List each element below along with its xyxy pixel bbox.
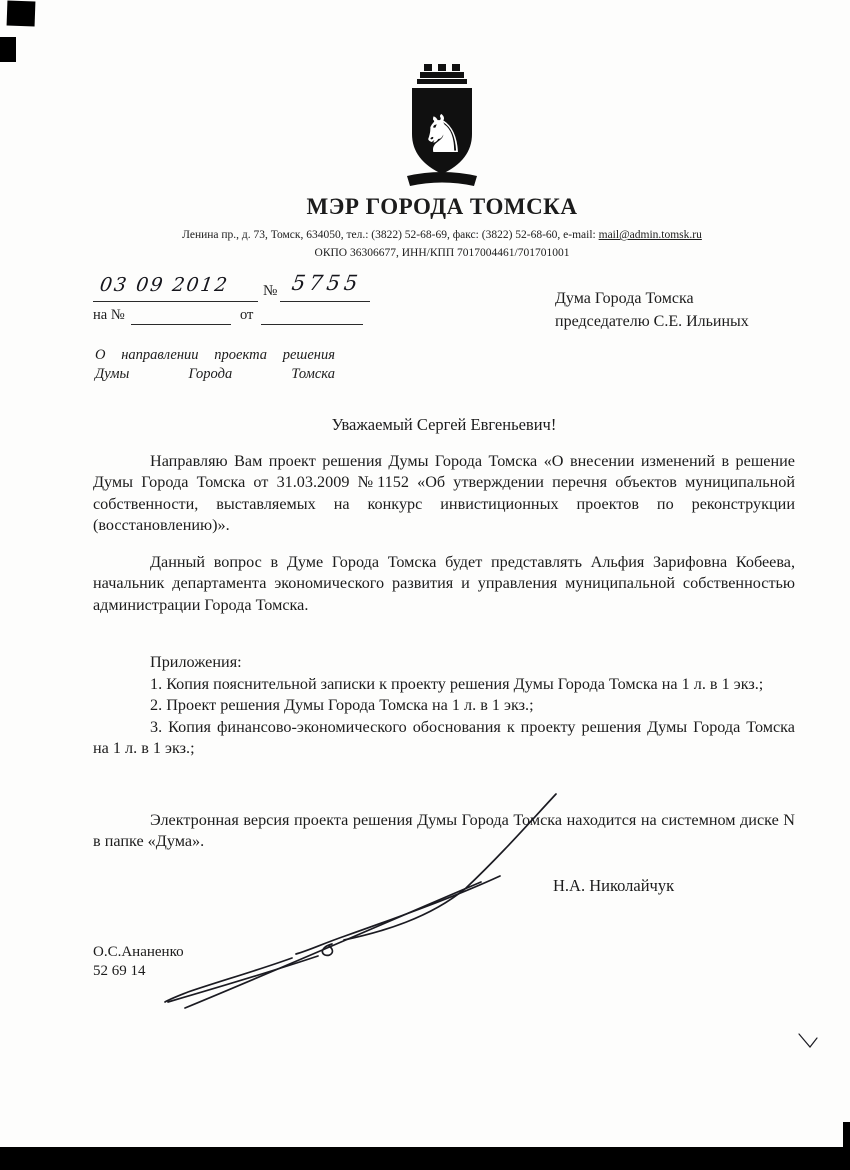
org-address-text: Ленина пр., д. 73, Томск, 634050, тел.: (3822) 52-68-69, факс: (3822) 52-68-60, e-mail: bbox=[182, 229, 599, 241]
recipient-block bbox=[555, 287, 749, 333]
number-underline bbox=[280, 301, 370, 302]
scan-artifact-top-left bbox=[7, 1, 36, 27]
recipient-person: председателю С.Е. Ильиных bbox=[555, 313, 749, 330]
subject-line1: О направлении проекта решения bbox=[95, 347, 335, 363]
org-title: МЭР ГОРОДА ТОМСКА bbox=[306, 194, 578, 219]
reply-date-underline bbox=[261, 324, 363, 325]
executor-name: О.С.Ананенко bbox=[93, 944, 184, 960]
paragraph-3: Электронная версия проекта решения Думы Города Томска находится на системном диске N в папке «Дума». bbox=[93, 810, 795, 850]
reply-number-label: на № bbox=[93, 307, 125, 323]
signatory-name: Н.А. Николайчук bbox=[553, 876, 675, 895]
reply-date-label: от bbox=[240, 307, 254, 323]
reply-number-underline bbox=[131, 324, 231, 325]
letter-body bbox=[93, 406, 795, 853]
paragraph-2: Данный вопрос в Думе Города Томска будет представлять Альфия Зарифовна Кобеева, начальник департамента экономического развития и управления муниципальной собственностью администрации Города Томска. bbox=[93, 552, 795, 614]
attachment-item: 3. Копия финансово-экономического обоснования к проекту решения Думы Города Томска на 1 л. в 1 экз.; bbox=[93, 717, 795, 757]
recipient-org: Дума Города Томска bbox=[555, 290, 694, 307]
svg-text:♞: ♞ bbox=[419, 105, 467, 165]
scan-artifact-left-edge bbox=[0, 37, 16, 62]
salutation: Уважаемый Сергей Евгеньевич! bbox=[331, 415, 557, 434]
scan-artifact-right-edge bbox=[843, 1122, 850, 1152]
org-codes: ОКПО 36306677, ИНН/КПП 7017004461/701701001 bbox=[314, 247, 570, 259]
executor-block bbox=[93, 943, 184, 981]
scan-artifact-bottom-bar bbox=[0, 1147, 850, 1170]
executor-phone: 52 69 14 bbox=[93, 963, 146, 979]
paragraph-1: Направляю Вам проект решения Думы Города Томска «О внесении изменений в решение Думы Города Томска от 31.03.2009 №1152 «Об утверждении перечня объектов муниципальной собственности, выставляемых на конкурс инвистиционных проектов по реконструкции (восстановлению)». bbox=[93, 451, 795, 534]
attachment-item: 2. Проект решения Думы Города Томска на 1 л. в 1 экз.; bbox=[150, 696, 534, 714]
subject-line2: Думы Города Томска bbox=[95, 366, 335, 382]
attachments-label: Приложения: bbox=[150, 653, 242, 671]
tomsk-coat-of-arms-icon bbox=[402, 62, 482, 192]
handwritten-number: 5755 bbox=[290, 271, 364, 295]
date-underline bbox=[93, 301, 258, 302]
number-sign: № bbox=[263, 283, 278, 299]
subject-block bbox=[95, 346, 335, 384]
org-address bbox=[17, 229, 850, 241]
org-email: mail@admin.tomsk.ru bbox=[598, 229, 702, 241]
handwritten-date: 03 09 2012 bbox=[98, 274, 231, 296]
attachment-item: 1. Копия пояснительной записки к проекту решения Думы Города Томска на 1 л. в 1 экз.; bbox=[150, 674, 764, 693]
